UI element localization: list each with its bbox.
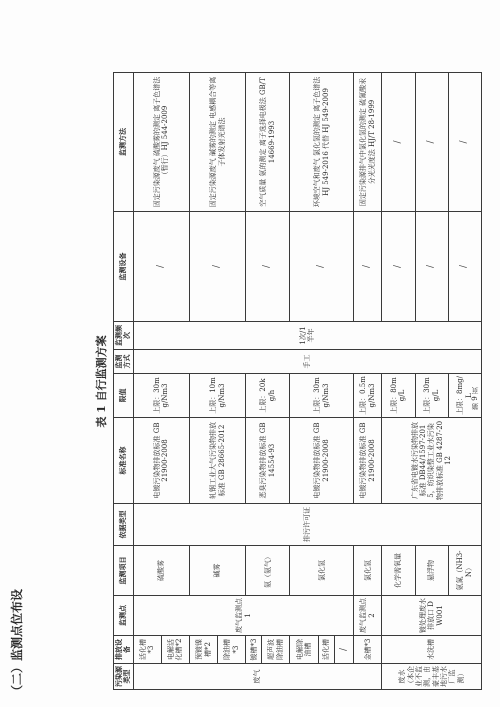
limit-cell: 上限：80mg/L [382, 374, 415, 418]
device-cell: / [133, 212, 189, 322]
monitoring-plan-table [113, 72, 482, 690]
device-cell: / [189, 212, 245, 322]
header-standard: 标准名称 [114, 418, 134, 504]
item-cell: 化学需氧量 [382, 546, 415, 596]
standard-cell: 电镀污染物排放标准 GB 21900-2008 [290, 418, 354, 504]
limit-cell: 上限：20kg/h [246, 374, 290, 418]
method-cell: 固定污染源废气 碱雾的测定 电感耦合等离子体发射光谱法 [189, 73, 245, 212]
basis-cell: 排污许可证 [133, 504, 481, 546]
standard-cell: 轧钢工业大气污染物排放标准 GB 28665-2012 [189, 418, 245, 504]
limit-cell: 上限：0.5mg/Nm3 [354, 374, 382, 418]
point-cell: 废气监测点 2 [354, 596, 382, 636]
equipment-cell: 活化槽*3 [133, 636, 161, 664]
device-cell: / [290, 212, 354, 322]
item-cell: 氨（氨气） [246, 546, 290, 596]
table-row [133, 73, 161, 690]
header-item: 监测项目 [114, 546, 134, 596]
table-header-row [114, 73, 134, 690]
method-cell: 空气质量 氨的测定 离子选择电极法 GB/T 14669-1993 [246, 73, 290, 212]
rotated-table-block [93, 73, 482, 690]
equipment-cell: 水洗槽 [382, 636, 482, 664]
device-cell: / [354, 212, 382, 322]
limit-cell: 上限：30mg/Nm3 [133, 374, 189, 418]
equipment-cell: 活化槽 [318, 636, 334, 664]
method-cell: / [448, 73, 481, 212]
device-cell: / [448, 212, 481, 322]
header-frequency: 监测频次 [114, 322, 134, 350]
table-row [382, 73, 415, 690]
equipment-cell: 电解活化槽*2 [161, 636, 189, 664]
equipment-cell: 预镀镍槽*2 [189, 636, 217, 664]
point-cell: 废气监测点 1 [133, 596, 354, 636]
header-source-type: 污染源类型 [114, 664, 134, 690]
item-cell: 悬浮物 [415, 546, 448, 596]
method-cell: / [415, 73, 448, 212]
method-cell: / [382, 73, 415, 212]
equipment-cell: 镀槽*3 [246, 636, 262, 664]
header-device: 监测设备 [114, 212, 134, 322]
point-cell: 镀处理废水排放口 DW001 [382, 596, 482, 636]
item-cell: 硫酸雾 [133, 546, 189, 596]
section-heading-wrapper [8, 10, 78, 697]
header-mode: 监测方式 [114, 350, 134, 374]
standard-cell: 广东省电镀水污染物排放标准 DB44/1597-2015，纺织染整工业水污染物排放标准 GB 4287-2012 [382, 418, 482, 504]
limit-cell: 上限：10mg/Nm3 [189, 374, 245, 418]
limit-cell: 上限：30mg/Nm3 [290, 374, 354, 418]
method-cell: 固定污染源废气 硫酸雾的测定 离子色谱法（暂行）HJ 544-2009 [133, 73, 189, 212]
header-point: 监测点 [114, 596, 134, 636]
item-cell: 碱雾 [189, 546, 245, 596]
standard-cell: 电镀污染物排放标准 GB 21900-2008 [133, 418, 189, 504]
item-cell: 氯化氢 [290, 546, 354, 596]
item-cell: 氨氮（NH3-N） [448, 546, 481, 596]
section-title: （二）监测点位布设 [10, 588, 24, 697]
standard-cell: 恶臭污染物排放标准 GB 14554-93 [246, 418, 290, 504]
table-row [354, 73, 382, 690]
equipment-cell: 金槽*3 [354, 636, 382, 664]
header-equipment: 排放设备 [114, 636, 134, 664]
equipment-cell: / [334, 636, 354, 664]
device-cell: / [246, 212, 290, 322]
item-cell: 氯化氢 [354, 546, 382, 596]
limit-cell: 上限：30mg/L [415, 374, 448, 418]
category-water: 废水（本企业不监测，由豪丰基地污水厂监测） [382, 664, 482, 690]
table-title: 表 1 自行监测方案 [95, 335, 108, 428]
equipment-cell: 电解除油槽 [290, 636, 318, 664]
header-method: 监测方法 [114, 73, 134, 212]
device-cell: / [382, 212, 415, 322]
method-cell: 环境空气和废气 氯化氢的测定 离子色谱法 HJ 549-2016 代替 HJ 549-2009 [290, 73, 354, 212]
equipment-cell: 超声波除油槽 [262, 636, 290, 664]
equipment-cell: 除油槽*3 [218, 636, 246, 664]
limit-cell: 上限：8mg/L [448, 374, 481, 418]
frequency-cell: 1次/1半年 [133, 322, 481, 350]
device-cell: / [415, 212, 448, 322]
standard-cell: 电镀污染物排放标准 GB 21900-2008 [354, 418, 382, 504]
mode-cell: 手工 [133, 350, 481, 374]
method-cell: 固定污染源排气中氯化氢的测定 硫氰酸汞分光光度法 HJ/T 28-1999 [354, 73, 382, 212]
category-air: 废气 [133, 664, 382, 690]
page-number: 第 9 页 [471, 387, 479, 410]
header-basis: 依据类型 [114, 504, 134, 546]
header-limit: 限值 [114, 374, 134, 418]
